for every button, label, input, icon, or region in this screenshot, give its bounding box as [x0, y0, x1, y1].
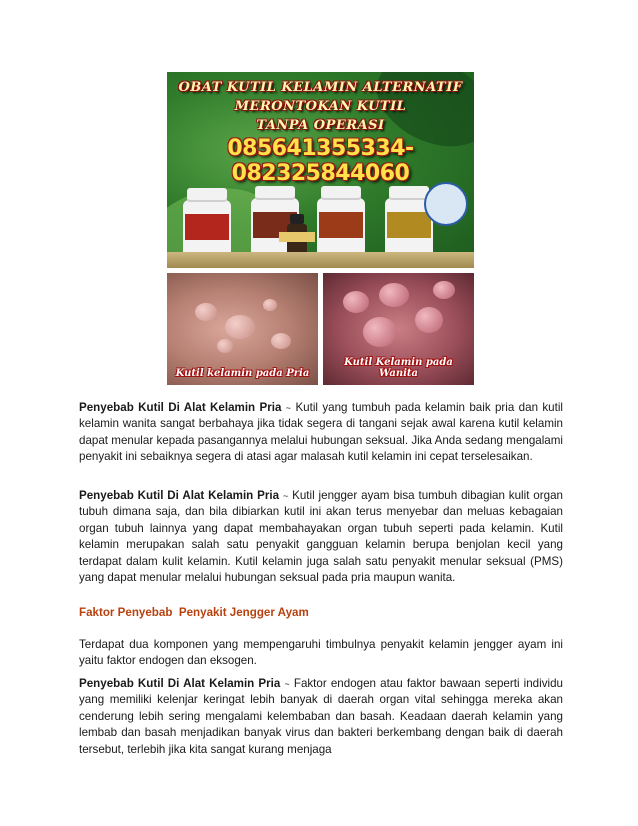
- promo-banner: [167, 72, 474, 268]
- paragraph-1-title: Penyebab Kutil Di Alat Kelamin Pria: [79, 401, 282, 414]
- promo-phone-numbers: 085641355334-082325844060: [227, 136, 414, 186]
- photo-caption-left: Kutil kelamin pada Pria: [175, 368, 310, 379]
- paragraph-1: [79, 400, 563, 466]
- paragraph-1-body: Kutil yang tumbuh pada kelamin baik pria dan kutil kelamin wanita sangat berbahaya jika tidak segera di tangani sejak awal karena kutil kelamin dapat menular kepada pasangannya melalui hubungan seksual. Jika Anda sedang mengalami penyakit ini sebaiknya segera di atasi agar malasah kutil kelamin ini cepat terselesaikan.: [79, 401, 563, 464]
- paragraph-3-body: Terdapat dua komponen yang mempengaruhi timbulnya penyakit kelamin jengger ayam ini yaitu faktor endogen dan eksogen.: [79, 638, 563, 668]
- separator: ~: [285, 403, 292, 413]
- paragraph-2: [79, 488, 563, 586]
- paragraph-3: [79, 637, 563, 670]
- paragraph-4-title: Penyebab Kutil Di Alat Kelamin Pria: [79, 677, 281, 690]
- photo-caption-right: Kutil Kelamin pada Wanita: [344, 357, 453, 379]
- paragraph-2-body: Kutil jengger ayam bisa tumbuh dibagian kulit organ tubuh dimana saja, dan bila dibiarkan kutil ini akan terus menyebar dan meluas kebagaian organ tubuh lainnya yang dapat membahayakan organ tubuh seperti pada kelamin. Kutil kelamin merupakan salah satu penyakit gangguan kelamin berupa benjolan kecil yang terdapat dalam kulit kelamin. Kutil kelamin juga salah satu penyakit menular seksual (PMS) yang dapat menular melalui hubungan seksual pada pria maupun wanita.: [79, 489, 563, 585]
- photo-male: [167, 273, 318, 385]
- product-bottle: [183, 200, 231, 256]
- promo-image: [167, 72, 474, 385]
- promo-headline-line-2: MERONTOKAN KUTIL: [234, 99, 407, 114]
- promo-headline-line-1: OBAT KUTIL KELAMIN ALTERNATIF: [178, 80, 463, 95]
- separator: ~: [282, 491, 289, 501]
- paragraph-4-body: Faktor endogen atau faktor bawaan seperti individu yang memiliki kelenjar keringat lebih banyak di daerah organ vital sehingga mereka akan cenderung lebih sering mengalami kelembaban dan basah. Keadaan daerah kelamin yang lembab dan basah menjadikan banyak virus dan bakteri berkembang dengan baik di daerah tersebut, terlebih jika kita sangat kurang menjaga: [79, 677, 563, 756]
- separator: ~: [284, 679, 290, 689]
- photo-female: [323, 273, 474, 385]
- section-heading: Faktor Penyebab Penyakit Jengger Ayam: [79, 606, 309, 619]
- paragraph-2-title: Penyebab Kutil Di Alat Kelamin Pria: [79, 489, 280, 502]
- guarantee-seal-icon: [424, 182, 468, 226]
- product-bottle: [317, 198, 365, 256]
- paragraph-4: [79, 676, 563, 758]
- product-box: [167, 252, 474, 268]
- promo-headline-line-3: TANPA OPERASI: [256, 118, 385, 133]
